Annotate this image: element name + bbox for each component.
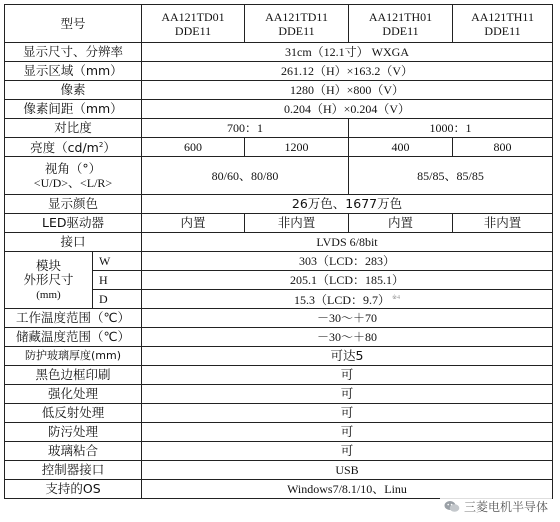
table-row [5,81,553,100]
brightness-value: 400 [349,138,453,157]
low-reflection-value: 可 [142,404,553,423]
display-size-value: 31cm（12.1寸） WXGA [142,43,553,62]
table-row [5,252,553,271]
glass-bonding-label: 玻璃粘合 [5,442,142,461]
table-row [5,423,553,442]
dimension-d-key: D [93,290,142,309]
glass-bonding-value: 可 [142,442,553,461]
led-driver-value: 非内置 [453,214,553,233]
colors-value: 26万色、1677万色 [142,195,553,214]
table-row [5,480,553,499]
dimension-d-value: 15.3（LCD：9.7） $^{※4}$ [142,290,553,309]
led-driver-value: 非内置 [245,214,349,233]
operating-temp-label: 工作温度范围（℃） [5,309,142,328]
contrast-label: 对比度 [5,119,142,138]
black-frame-value: 可 [142,366,553,385]
black-frame-label: 黑色边框印刷 [5,366,142,385]
watermark [440,497,552,516]
strengthen-label: 强化处理 [5,385,142,404]
model-td11-header: AA121TD11 DDE11 [245,5,349,43]
pixels-value: 1280（H）×800（V） [142,81,553,100]
anti-smudge-value: 可 [142,423,553,442]
led-driver-value: 内置 [142,214,245,233]
dimension-w-value: 303（LCD：283） [142,252,553,271]
led-driver-value: 内置 [349,214,453,233]
brightness-label: 亮度$(cd/m^2)$ [5,138,142,157]
storage-temp-value: －30～＋80 [142,328,553,347]
table-row [5,138,553,157]
contrast-th-value: 1000：1 [349,119,553,138]
supported-os-value: Windows7/8.1/10、Linu [142,480,553,499]
spec-table [4,4,553,499]
footnote-marker: ※4 [392,295,401,301]
interface-label: 接口 [5,233,142,252]
model-th01-header: AA121TH01 DDE11 [349,5,453,43]
table-row [5,214,553,233]
display-area-value: 261.12（H）×163.2（V） [142,62,553,81]
interface-value: LVDS 6/8bit [142,233,553,252]
glass-thickness-label: 防护玻璃厚度(mm) [5,347,142,366]
dimension-h-key: H [93,271,142,290]
dimension-h-value: 205.1（LCD：185.1） [142,271,553,290]
table-row [5,157,553,195]
brightness-value: 600 [142,138,245,157]
table-row [5,43,553,62]
table-row [5,366,553,385]
watermark-text: 三菱电机半导体 [463,500,548,514]
table-row [5,328,553,347]
led-driver-label: LED驱动器 [5,214,142,233]
strengthen-value: 可 [142,385,553,404]
display-size-label: 显示尺寸、分辨率 [5,43,142,62]
supported-os-label: 支持的OS [5,480,142,499]
table-row [5,62,553,81]
module-dimensions-label: 模块 外形尺寸 (mm) [5,252,93,309]
pixel-pitch-value: 0.204（H）×0.204（V） [142,100,553,119]
pixels-label: 像素 [5,81,142,100]
table-row [5,233,553,252]
table-row [5,100,553,119]
dimension-w-key: W [93,252,142,271]
table-row [5,5,553,43]
controller-interface-label: 控制器接口 [5,461,142,480]
operating-temp-value: －30～＋70 [142,309,553,328]
model-td01-header: AA121TD01 DDE11 [142,5,245,43]
colors-label: 显示颜色 [5,195,142,214]
viewing-angle-td-value: 80/60、80/80 [142,157,349,195]
viewing-angle-th-value: 85/85、85/85 [349,157,553,195]
model-header-label: 型号 [5,5,142,43]
table-row [5,404,553,423]
table-row [5,195,553,214]
brightness-value: 1200 [245,138,349,157]
wechat-icon [444,500,460,513]
pixel-pitch-label: 像素间距（mm） [5,100,142,119]
display-area-label: 显示区域（mm） [5,62,142,81]
table-row [5,385,553,404]
model-th11-header: AA121TH11 DDE11 [453,5,553,43]
table-row [5,309,553,328]
table-row [5,119,553,138]
contrast-td-value: 700：1 [142,119,349,138]
anti-smudge-label: 防污处理 [5,423,142,442]
brightness-value: 800 [453,138,553,157]
table-row [5,347,553,366]
table-row [5,461,553,480]
viewing-angle-label: 视角（°） <U/D>、<L/R> [5,157,142,195]
storage-temp-label: 储藏温度范围（℃） [5,328,142,347]
controller-interface-value: USB [142,461,553,480]
low-reflection-label: 低反射处理 [5,404,142,423]
glass-thickness-value: 可达5 [142,347,553,366]
table-row [5,442,553,461]
